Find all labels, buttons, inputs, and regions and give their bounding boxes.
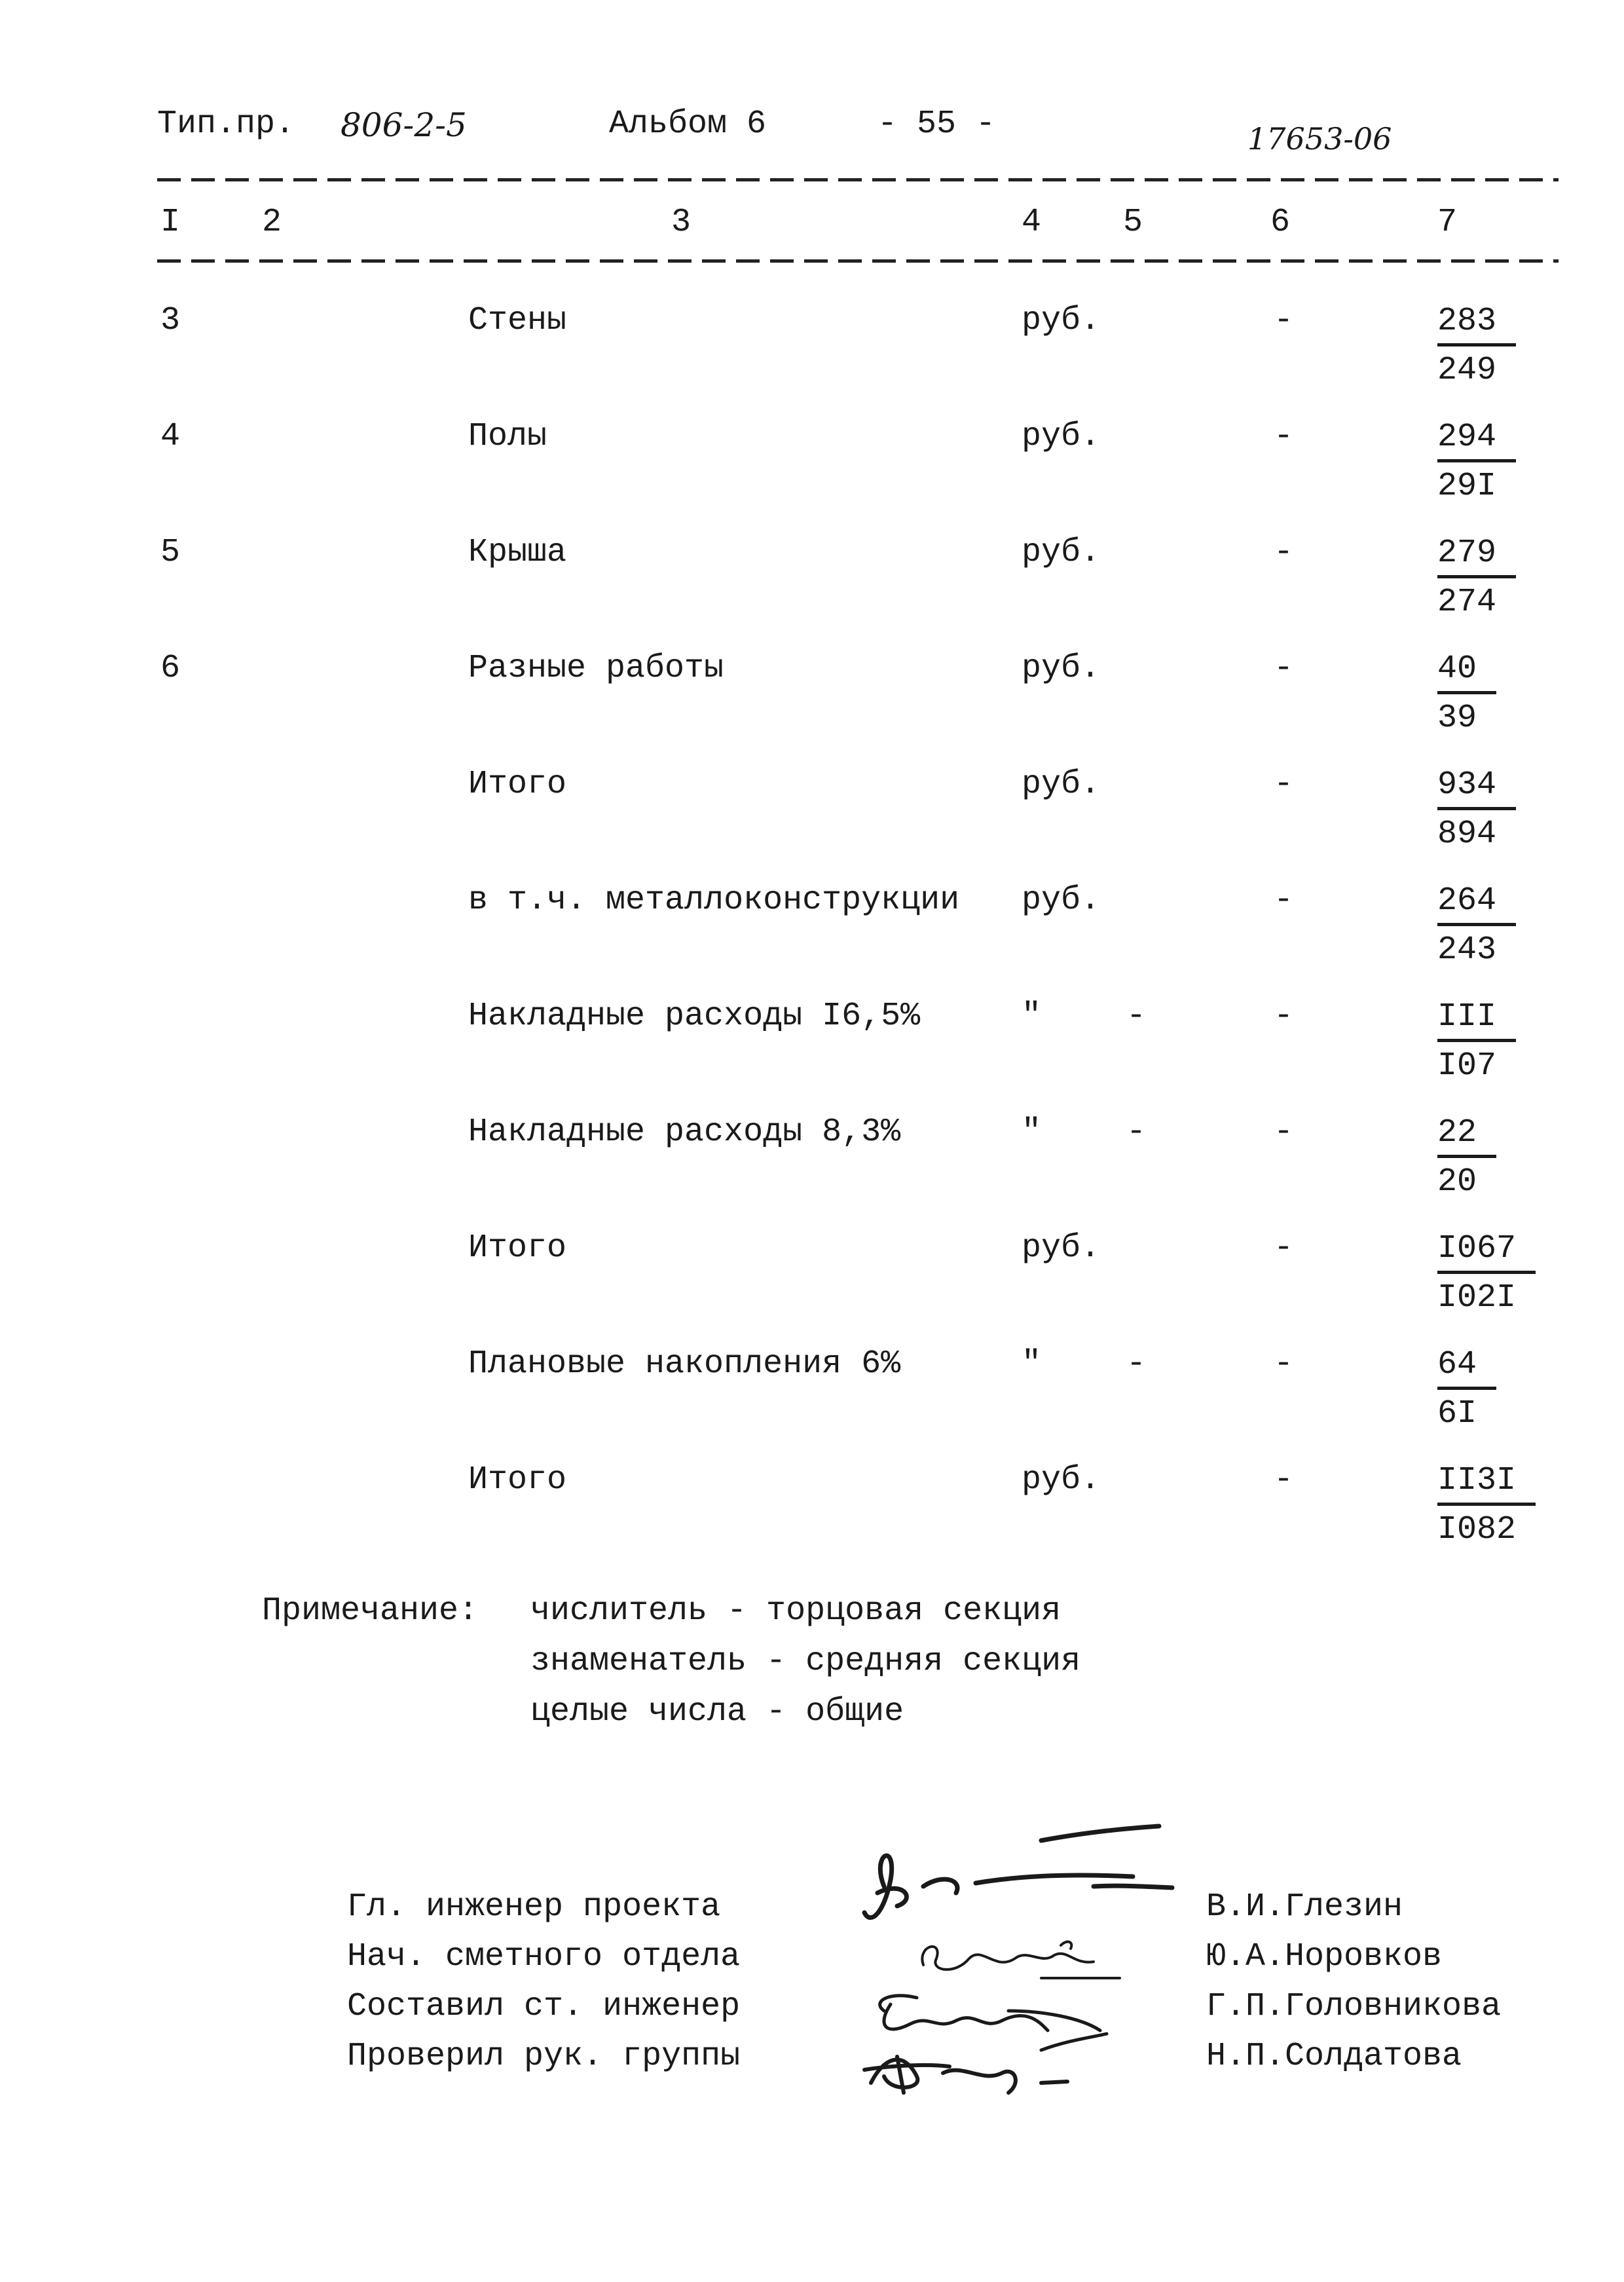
row-unit: руб. <box>1022 418 1101 455</box>
fraction-numerator: 264 <box>1437 880 1516 926</box>
fraction-denominator: I07 <box>1437 1047 1497 1085</box>
fraction-numerator: 934 <box>1437 764 1516 810</box>
row-col6: - <box>1274 998 1294 1035</box>
fraction-numerator: II3I <box>1437 1459 1536 1506</box>
signer-role: Составил ст. инженер <box>347 1988 741 2025</box>
signer-role: Нач. сметного отдела <box>347 1938 741 1975</box>
row-name: Накладные расходы 8,3% <box>468 1113 901 1151</box>
fraction-denominator: I082 <box>1437 1511 1517 1548</box>
row-unit: руб. <box>1022 766 1101 803</box>
row-unit: руб. <box>1022 650 1101 687</box>
fraction-numerator: I067 <box>1437 1227 1536 1274</box>
note-line: знаменатель - средняя секция <box>530 1643 1081 1680</box>
row-col5: - <box>1126 1113 1147 1151</box>
row-fraction <box>1437 532 1516 627</box>
signer-role: Проверил рук. группы <box>347 2038 741 2075</box>
row-col5: - <box>1126 1345 1147 1383</box>
col-header-3: 3 <box>671 204 692 241</box>
row-name: Накладные расходы I6,5% <box>468 998 921 1035</box>
fraction-denominator: 39 <box>1437 700 1477 737</box>
row-col6: - <box>1274 1229 1294 1267</box>
row-unit: руб. <box>1022 534 1101 571</box>
note-label: Примечание: <box>262 1592 479 1630</box>
row-col6: - <box>1274 1345 1294 1383</box>
row-number: 4 <box>160 418 181 455</box>
fraction-denominator: I02I <box>1437 1279 1517 1317</box>
row-col6: - <box>1274 766 1294 803</box>
row-name: Плановые накопления 6% <box>468 1345 901 1383</box>
fraction-numerator: 22 <box>1437 1112 1496 1158</box>
row-fraction <box>1437 1343 1496 1438</box>
row-unit: руб. <box>1022 1461 1101 1499</box>
row-col6: - <box>1274 534 1294 571</box>
fraction-numerator: 294 <box>1437 416 1516 462</box>
note-line: числитель - торцовая секция <box>530 1592 1061 1630</box>
col-header-2: 2 <box>262 204 282 241</box>
row-fraction <box>1437 1112 1496 1206</box>
fraction-denominator: 249 <box>1437 352 1497 389</box>
row-name: Итого <box>468 1229 567 1267</box>
col-header-7: 7 <box>1437 204 1458 241</box>
fraction-denominator: 274 <box>1437 584 1497 621</box>
fraction-numerator: 40 <box>1437 648 1496 694</box>
signer-name: Н.П.Солдатова <box>1206 2038 1462 2075</box>
row-unit: руб. <box>1022 302 1101 339</box>
row-col6: - <box>1274 1113 1294 1151</box>
row-unit: " <box>1022 1113 1042 1151</box>
row-name: Полы <box>468 418 547 455</box>
row-col6: - <box>1274 418 1294 455</box>
row-fraction <box>1437 1459 1536 1554</box>
header-dashed-rule-top <box>157 178 1559 181</box>
row-fraction <box>1437 648 1496 743</box>
col-header-6: 6 <box>1270 204 1291 241</box>
fraction-numerator: 64 <box>1437 1343 1496 1390</box>
row-col6: - <box>1274 882 1294 919</box>
type-label: Тип.пр. <box>157 105 295 143</box>
row-name: Разные работы <box>468 650 724 687</box>
fraction-denominator: 894 <box>1437 815 1497 853</box>
row-fraction <box>1437 1227 1536 1322</box>
album-label: Альбом 6 <box>609 105 767 143</box>
row-col6: - <box>1274 302 1294 339</box>
page-number: - 55 - <box>877 105 996 143</box>
row-unit: руб. <box>1022 882 1101 919</box>
row-number: 3 <box>160 302 181 339</box>
col-header-1: I <box>160 204 181 241</box>
signer-name: Ю.А.Норовков <box>1206 1938 1443 1975</box>
type-number: 806-2-5 <box>341 106 467 144</box>
signer-name: Г.П.Головникова <box>1206 1988 1502 2025</box>
fraction-numerator: III <box>1437 996 1516 1042</box>
row-fraction <box>1437 764 1516 859</box>
row-col6: - <box>1274 1461 1294 1499</box>
row-name: Стены <box>468 302 567 339</box>
fraction-numerator: 279 <box>1437 532 1516 578</box>
row-unit: руб. <box>1022 1229 1101 1267</box>
row-name: Итого <box>468 766 567 803</box>
row-fraction <box>1437 996 1516 1091</box>
row-fraction <box>1437 880 1516 975</box>
row-name: Крыша <box>468 534 567 571</box>
row-number: 6 <box>160 650 181 687</box>
fraction-denominator: 29I <box>1437 468 1497 505</box>
row-name: в т.ч. металлоконструкции <box>468 882 960 919</box>
header-dashed-rule-bottom <box>157 259 1559 263</box>
row-col6: - <box>1274 650 1294 687</box>
row-fraction <box>1437 416 1516 511</box>
fraction-numerator: 283 <box>1437 300 1516 346</box>
handwritten-signatures <box>845 1814 1185 2096</box>
fraction-denominator: 6I <box>1437 1395 1477 1432</box>
col-header-5: 5 <box>1123 204 1143 241</box>
signer-role: Гл. инженер проекта <box>347 1888 721 1926</box>
note-line: целые числа - общие <box>530 1693 904 1730</box>
row-unit: " <box>1022 1345 1042 1383</box>
signer-name: В.И.Глезин <box>1206 1888 1403 1926</box>
row-fraction <box>1437 300 1516 395</box>
fraction-denominator: 243 <box>1437 931 1497 969</box>
row-col5: - <box>1126 998 1147 1035</box>
doc-number: 17653-06 <box>1247 121 1392 157</box>
col-header-4: 4 <box>1022 204 1042 241</box>
row-unit: " <box>1022 998 1042 1035</box>
row-name: Итого <box>468 1461 567 1499</box>
row-number: 5 <box>160 534 181 571</box>
fraction-denominator: 20 <box>1437 1163 1477 1201</box>
